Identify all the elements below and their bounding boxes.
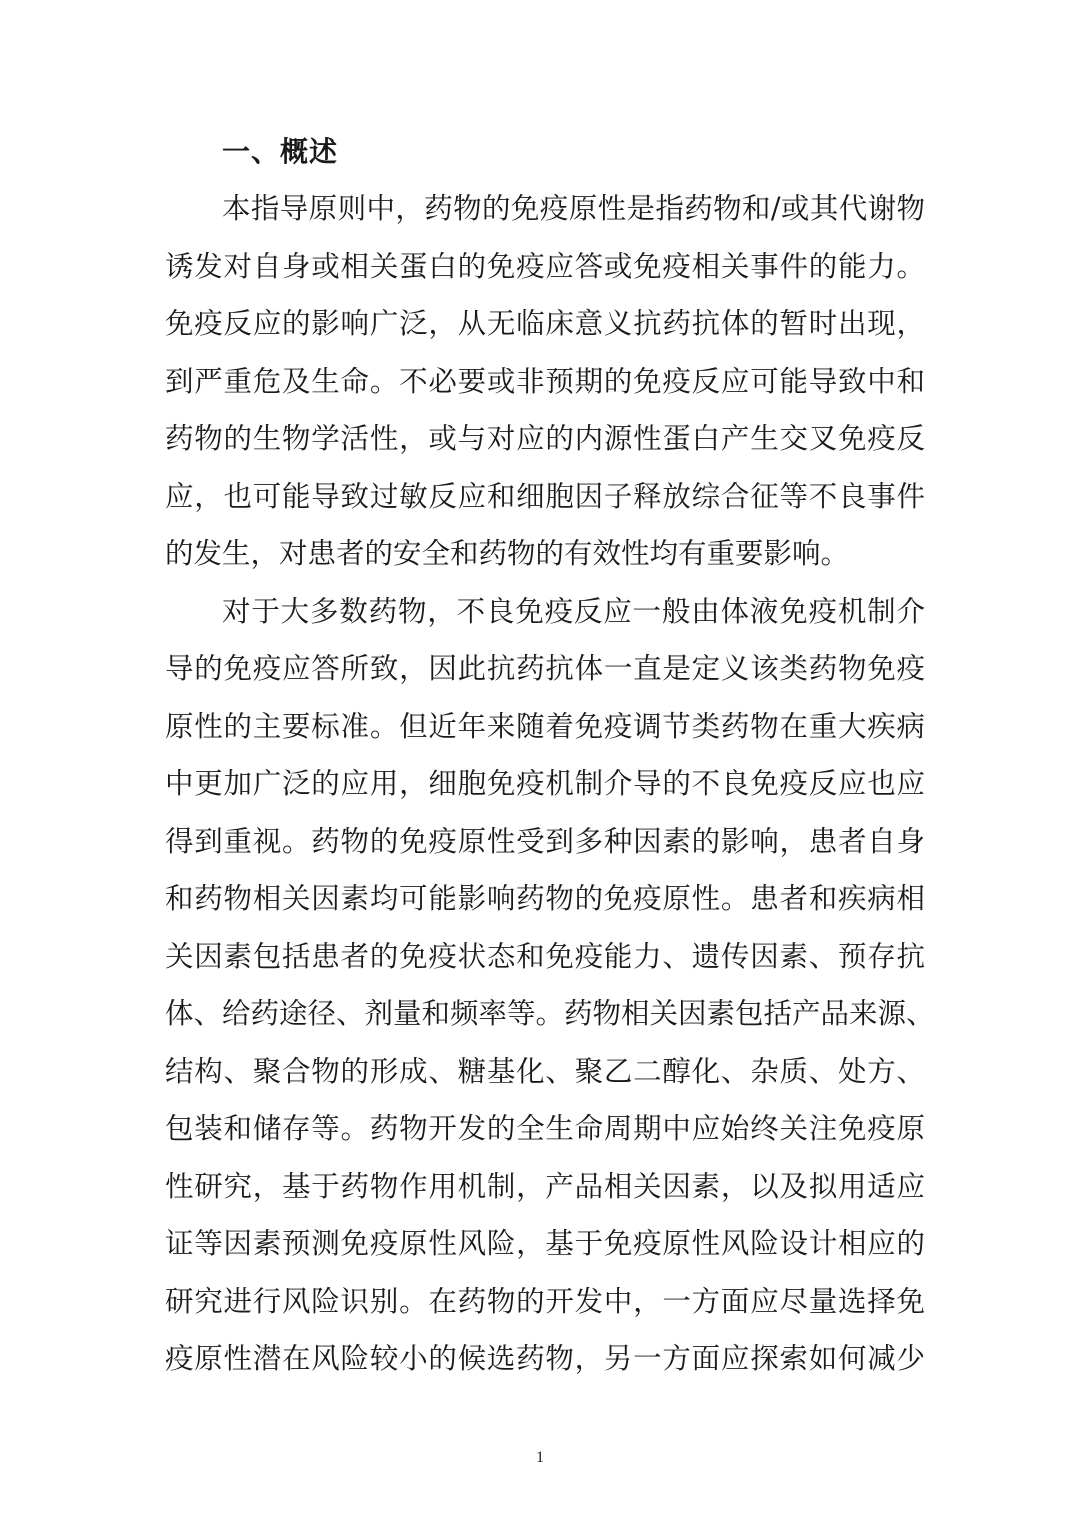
text-line: 中更加广泛的应用，细胞免疫机制介导的不良免疫反应也应 (165, 767, 925, 800)
text-line: 药物的生物学活性，或与对应的内源性蛋白产生交叉免疫反 (165, 422, 925, 455)
text-line: 本指导原则中，药物的免疫原性是指药物和/或其代谢物 (222, 192, 925, 225)
section-heading: 一、概述 (222, 135, 339, 168)
text-line: 体、给药途径、剂量和频率等。药物相关因素包括产品来源、 (165, 997, 935, 1030)
body-text (165, 180, 935, 1388)
text-line: 免疫反应的影响广泛，从无临床意义抗药抗体的暂时出现， (165, 307, 925, 340)
text-line: 到严重危及生命。不必要或非预期的免疫反应可能导致中和 (165, 364, 925, 398)
text-line: 原性的主要标准。但近年来随着免疫调节类药物在重大疾病 (165, 709, 925, 743)
text-line: 导的免疫应答所致，因此抗药抗体一直是定义该类药物免疫 (165, 652, 925, 685)
text-line: 关因素包括患者的免疫状态和免疫能力、遗传因素、预存抗 (165, 939, 925, 973)
text-line: 性研究，基于药物作用机制，产品相关因素，以及拟用适应 (165, 1169, 925, 1203)
text-line: 诱发对自身或相关蛋白的免疫应答或免疫相关事件的能力。 (165, 249, 925, 283)
text-line: 和药物相关因素均可能影响药物的免疫原性。患者和疾病相 (165, 882, 925, 915)
page-number: 1 (536, 1449, 544, 1466)
text-line: 证等因素预测免疫原性风险，基于免疫原性风险设计相应的 (165, 1227, 925, 1260)
text-line: 包装和储存等。药物开发的全生命周期中应始终关注免疫原 (165, 1112, 925, 1145)
text-line: 研究进行风险识别。在药物的开发中，一方面应尽量选择免 (165, 1284, 925, 1318)
text-line: 结构、聚合物的形成、糖基化、聚乙二醇化、杂质、处方、 (165, 1054, 925, 1088)
text-line: 的发生，对患者的安全和药物的有效性均有重要影响。 (165, 537, 850, 570)
text-line: 疫原性潜在风险较小的候选药物，另一方面应探索如何减少 (165, 1342, 925, 1375)
text-line: 对于大多数药物，不良免疫反应一般由体液免疫机制介 (222, 594, 925, 628)
text-line: 得到重视。药物的免疫原性受到多种因素的影响，患者自身 (165, 824, 925, 858)
text-line: 应，也可能导致过敏反应和细胞因子释放综合征等不良事件 (165, 479, 925, 513)
